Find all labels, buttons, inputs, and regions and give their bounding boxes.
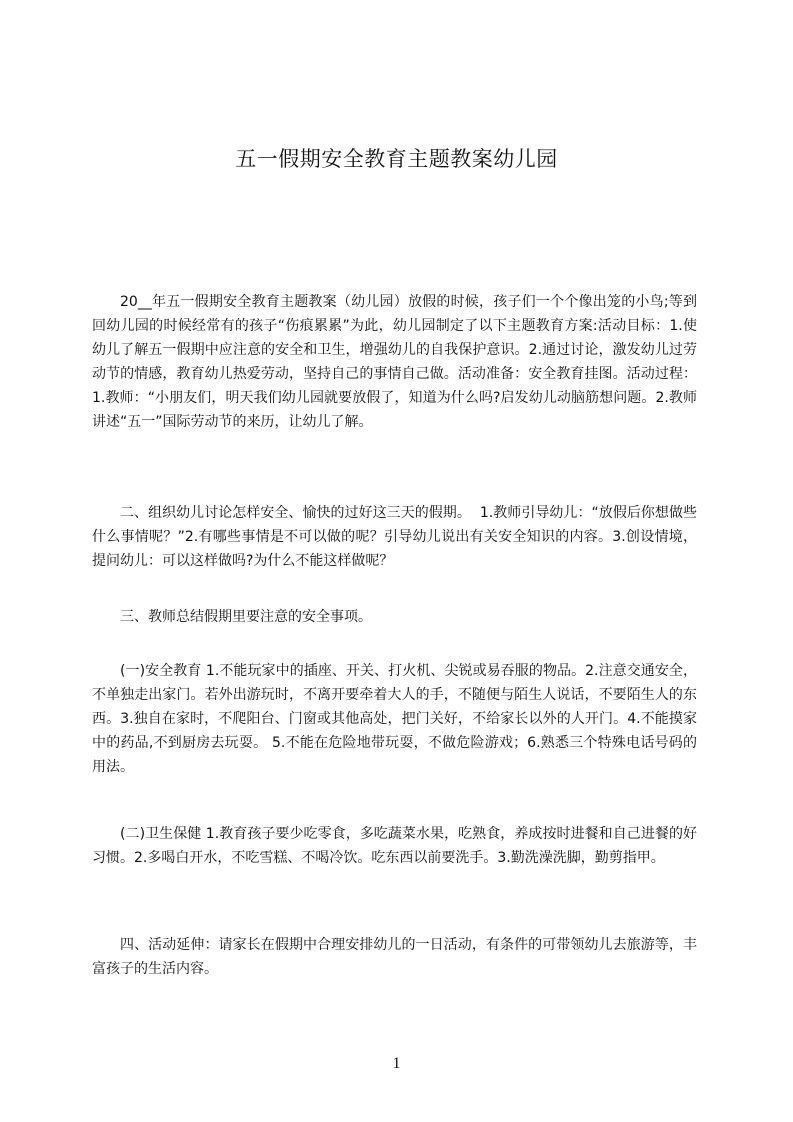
paragraph-summary-heading: 三、教师总结假期里要注意的安全事项。 [120,609,372,625]
page-number: 1 [392,1055,401,1072]
paragraph-safety-education: (一)安全教育 1.不能玩家中的插座、开关、打火机、尖锐或易吞服的物品。2.注意交通安全，不单独走出家门。若外出游玩时，不离开要牵着大人的手，不随便与陌生人说话，不要陌生人的东西。3.独自在家时，不爬阳台、门窗或其他高处，把门关好，不给家长以外的人开门。4.不能摸家中的药品,不到厨房去玩耍。 5.不能在危险地带玩耍，不做危险游戏；6.熟悉三个特殊电话号码的用法。 [92,663,697,775]
paragraph-discussion: 二、组织幼儿讨论怎样安全、愉快的过好这三天的假期。 1.教师引导幼儿：“放假后你想做些什么事情呢？”2.有哪些事情是不可以做的呢？引导幼儿说出有关安全知识的内容。3.创设情境，提问幼儿：可以这样做吗?为什么不能这样做呢？ [92,505,697,569]
paragraph-health-care: (二)卫生保健 1.教育孩子要少吃零食，多吃蔬菜水果，吃熟食，养成按时进餐和自己进餐的好习惯。2.多喝白开水，不吃雪糕、不喝冷饮。吃东西以前要洗手。3.勤洗澡洗脚，勤剪指甲。 [92,826,697,866]
paragraph-extension: 四、活动延伸：请家长在假期中合理安排幼儿的一日活动，有条件的可带领幼儿去旅游等，丰富孩子的生活内容。 [92,937,697,977]
paragraph-intro: 20__年五一假期安全教育主题教案（幼儿园）放假的时候，孩子们一个个像出笼的小鸟;等到回幼儿园的时候经常有的孩子“伤痕累累”为此，幼儿园制定了以下主题教育方案:活动目标：1.使幼儿了解五一假期中应注意的安全和卫生，增强幼儿的自我保护意识。2.通过讨论，激发幼儿过劳动节的情感，教育幼儿热爱劳动，坚持自己的事情自己做。活动准备：安全教育挂图。活动过程：1.教师：“小朋友们，明天我们幼儿园就要放假了，知道为什么吗?启发幼儿动脑筋想问题。2.教师讲述“五一”国际劳动节的来历，让幼儿了解。 [92,294,697,430]
document-title: 五一假期安全教育主题教案幼儿园 [235,147,558,171]
